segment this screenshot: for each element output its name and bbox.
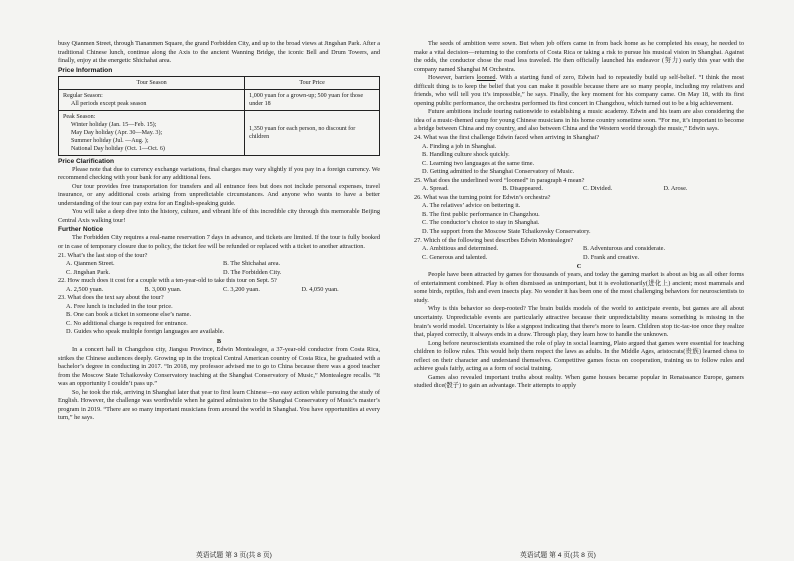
peak-price-cell: 1,350 yuan for each person, no discount for children	[245, 110, 380, 155]
passage-c-paragraph-2: Why is this behavior so deep-rooted? The brain builds models of the world to anticipate events, but games are all about uncertainty. Unpredictable events are particularly attractive because their unpredictability means something is missing in the brain’s world model. Uncertainty is like a signpost indicating that there’s more to learn. Children stop tic-tac-toe once they realize that, played correctly, it always ends in a draw. Through play, they learn how to handle the unknown.	[414, 305, 744, 339]
regular-price-cell: 1,000 yuan for a grown-up; 500 yuan for those under 18	[245, 89, 380, 110]
question-26-options: A. The relatives’ advice on bettering it. B. The first public performance in Changzhou. C. The conductor’s choice to stay in Shanghai. D. The support from the Moscow State Tchaikovsky Conservatory.	[422, 202, 591, 236]
passage-b-paragraph-1: In a concert hall in Changzhou city, Jiangsu Province, Edwin Montealegre, a 37-year-old conductor from Costa Rica, strikes the Chinese audiences deeply. Growing up in the tropical Central American country of Costa Rica, he graduated with a bachelor’s degree in conducting in 2017. “In 2018, my professor advised me to go to China because there was a good teacher from the Moscow State Tchaikovsky Conservatory teaching at the Shanghai Conservatory of Music,” Montealegre recalls. “It was an opportunity I couldn’t pass up.”	[58, 346, 380, 388]
intro-paragraph: busy Qianmen Street, through Tiananmen Square, the grand Forbidden City, and up to the broad views at Jingshan Park. After a traditional Chinese lunch, continue along the Axis to the ancient Wanning Bridge, the iconic Bell and Drum Towers, and finally, enjoy at the energetic Shichahai area.	[58, 40, 380, 65]
underlined-word: loomed	[476, 74, 496, 82]
regular-season-cell: Regular Season: All periods except peak season	[59, 89, 245, 110]
question-23-options: A. Free lunch is included in the tour price. B. One can book a ticket in someone else’s name. C. No additional charge is required for entrance. D. Guides who speak multiple foreign languages are available.	[66, 302, 225, 336]
passage-b-paragraph-3: The seeds of ambition were sown. But when job offers came in from back home as he completed his essay, he needed to make a vital decision—returning to the comforts of Costa Rica or taking a risk to pursue his musical vision in Shanghai. Against the odds, the conductor chose the road less traveled. He then officially launched his endeavor (努力) early this year with the company named Shanghai M Orchestra.	[414, 40, 744, 73]
table-row	[59, 89, 380, 110]
question-21-options: A. Qianmen Street. B. The Shichahai area. C. Jingshan Park. D. The Forbidden City.	[66, 260, 282, 276]
page-footer-right: 英语试题 第 4 页(共 8 页)	[520, 552, 596, 559]
clarification-heading: Price Clarification	[58, 157, 115, 165]
question-22-options: A. 2,500 yuan. B. 3,000 yuan. C. 3,200 yuan. D. 4,050 yuan.	[66, 285, 339, 293]
passage-c-paragraph-3: Long before neuroscientists examined the role of play in social learning, Plato argued that games were essential for teaching children to follow rules. This would help them respect the laws as adults. In the Middle Ages, aristocrats(贵族) learned chess to reflect on their character and understand themselves. Competitive games focus on cooperation, training us to follow rules and achieve goals fairly, acting as a form of social training.	[414, 339, 744, 373]
price-table	[58, 76, 380, 156]
notice-paragraph: The Forbidden City requires a real-name reservation 7 days in advance, and tickets are limited. If the tour is fully booked or in case of temporary closure due to policy, the ticket fee will be refunded or replaced with a ticket to another attraction.	[58, 234, 380, 251]
question-26: 26. What was the turning point for Edwin’s orchestra?	[414, 193, 551, 201]
table-row	[59, 110, 380, 155]
question-21: 21. What’s the last stop of the tour?	[58, 251, 148, 259]
clarification-paragraph-1: Please note that due to currency exchange variations, final charges may vary slightly if you pay in a foreign currency. We recommend checking with your bank for any additional fees.	[58, 165, 380, 182]
left-page	[58, 40, 380, 423]
question-27-options: A. Ambitious and determined. B. Adventurous and considerate. C. Generous and talented. D. Frank and creative.	[422, 245, 666, 261]
right-page	[414, 40, 744, 391]
notice-heading: Further Notice	[58, 226, 104, 234]
question-25: 25. What does the underlined word “loomed” in paragraph 4 mean?	[414, 176, 585, 184]
header-tour-price: Tour Price	[245, 76, 380, 89]
passage-b-paragraph-2: So, he took the risk, arriving in Shanghai later that year to first learn Chinese—no easy action while pursuing the study of English. However, the challenge was worthwhile when he gained admission to the Shanghai Conservatory of Music’s master’s program in 2019. “There are so many important musicians from around the world in Shanghai. You have opportunities at every turn,” he says.	[58, 388, 380, 422]
question-24-options: A. Finding a job in Shanghai. B. Handling culture shock quickly. C. Learning two languages at the same time. D. Getting admitted to the Shanghai Conservatory of Music.	[422, 142, 575, 176]
section-b-label: B	[216, 338, 222, 346]
table-header-row	[59, 76, 380, 89]
question-23: 23. What does the text say about the tour?	[58, 294, 164, 302]
page-footer-left: 英语试题 第 3 页(共 8 页)	[196, 552, 272, 559]
section-c-label: C	[576, 263, 582, 271]
passage-b-paragraph-4: However, barriers loomed. With a starting fund of zero, Edwin had to repeatedly build up self-belief. “I think the most difficult thing is to keep the belief that you can make it possible because there are so many people, including my relatives and friends, who will tell you it’s impossible,” he says. Finally, the key moment for his company came. On May 18, with its first opening public performance, the orchestra performed its first concert in Changzhou, which turned out to be a big achievement.	[414, 74, 744, 107]
question-22: 22. How much does it cost for a couple with a ten-year-old to take this tour on Sept. 5?	[58, 277, 277, 285]
question-27: 27. Which of the following best describes Edwin Montealegre?	[414, 236, 574, 244]
passage-b-paragraph-5: Future ambitions include touring nationwide to establishing a music academy. Edwin and his team are also considering the idea of a music-themed camp for young Chinese musicians in his home country sometime soon. “For me, it’s important to become a bridge between China and my country, and also between China and the Western world through the music,” Edwin says.	[414, 108, 744, 133]
clarification-paragraph-2: Our tour provides free transportation for transfers and all entrance fees but does not include personal expenses, travel insurance, or any additional costs arising from unpredictable circumstances. And anyone who wants to have a better understanding of the tour can pay extra for an English-speaking guide.	[58, 182, 380, 207]
price-heading: Price Information	[58, 66, 113, 74]
peak-season-cell: Peak Season: Winter holiday (Jan. 15—Feb. 15); May Day holiday (Apr. 30—May. 3); Summer holiday (Jul. —Aug. ); National Day holiday (Oct. 1—Oct. 6)	[59, 110, 245, 155]
passage-c-paragraph-1: People have been attracted by games for thousands of years, and today the gaming market is about as big as all other forms of entertainment combined. Play is often dismissed as unimportant, but it is evolutionarily(进化上) ancient; most mammals and some birds, reptiles, fish and even insects play. No wonder it has been one of the most challenging behaviors for neuroscientists to study.	[414, 271, 744, 304]
header-tour-season: Tour Season	[59, 76, 245, 89]
question-25-options: A. Spread. B. Disappeared. C. Divided. D. Arose.	[422, 185, 688, 193]
passage-c-paragraph-4: Games also revealed important truths about reality. When game houses became popular in Renaissance Europe, gamers studied dice(骰子) to gain an advantage. Their attempts to apply	[414, 373, 744, 390]
clarification-paragraph-3: You will take a deep dive into the history, culture, and vibrant life of this incredible city through this memorable Beijing Central Axis walking tour!	[58, 208, 380, 224]
question-24: 24. What was the first challenge Edwin faced when arriving in Shanghai?	[414, 134, 600, 142]
